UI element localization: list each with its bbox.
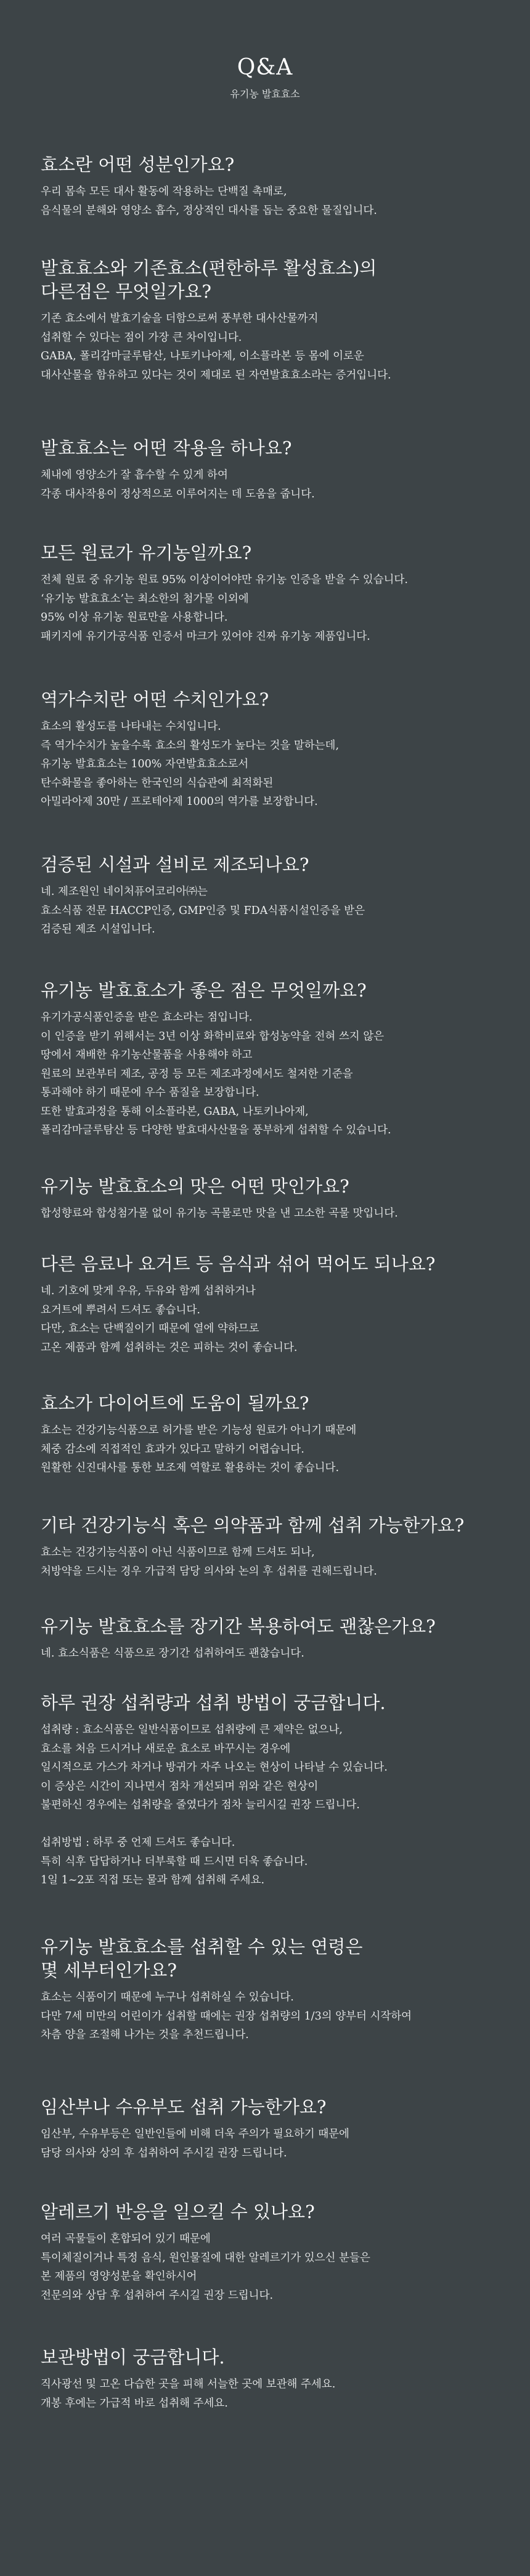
faq-answer: 효소는 건강기능식품이 아닌 식품이므로 함께 드셔도 되나, 처방약을 드시는 경우 가급적 담당 의사와 논의 후 섭취를 권해드립니다. (41, 1546, 377, 1578)
faq-answer: 여러 곡물들이 혼합되어 있기 때문에 특이체질이거나 특정 음식, 원인물질에 대한 알레르기가 있으신 분들은 본 제품의 영양성분을 확인하시어 전문의와 상담 후 섭취하여 주시길 권장 드립니다. (41, 2233, 370, 2302)
faq-question: 유기농 발효효소가 좋은 점은 무엇일까요? (41, 980, 367, 1001)
page-title: Q&A (237, 55, 293, 80)
page-subtitle: 유기농 발효효소 (230, 88, 300, 100)
faq-item-12 (41, 1615, 509, 1663)
faq-item-8 (41, 1175, 509, 1223)
faq-answer: 효소는 건강기능식품으로 허가를 받은 기능성 원료가 아니기 때문에 체중 감소에 직접적인 효과가 있다고 말하기 어렵습니다. 원활한 신진대사를 통한 보조제 역할로 활용하는 것이 좋습니다. (41, 1424, 357, 1474)
faq-answer: 직사광선 및 고온 다습한 곳을 피해 서늘한 곳에 보관해 주세요. 개봉 후에는 가급적 바로 섭취해 주세요. (41, 2378, 336, 2410)
faq-item-9 (41, 1252, 509, 1357)
faq-question: 유기농 발효효소를 장기간 복용하여도 괜찮은가요? (41, 1616, 436, 1637)
faq-question: 발효효소와 기존효소(편한하루 활성효소)의 다른점은 무엇일가요? (41, 258, 377, 302)
faq-question: 효소란 어떤 성분인가요? (41, 154, 235, 175)
faq-item-4 (41, 541, 509, 646)
faq-answer: 합성향료와 합성첨가물 없이 유기농 곡물로만 맛을 낸 고소한 곡물 맛입니다. (41, 1207, 398, 1220)
faq-question: 효소가 다이어트에 도움이 될까요? (41, 1393, 309, 1414)
faq-answer: 네. 제조원인 네이처퓨어코리아㈜는 효소식품 전문 HACCP인증, GMP인증 및 FDA식품시설인증을 받은 검증된 제조 시설입니다. (41, 886, 365, 935)
faq-question: 하루 권장 섭취량과 섭취 방법이 궁금합니다. (41, 1692, 386, 1713)
faq-question: 보관방법이 궁금합니다. (41, 2347, 225, 2368)
faq-answer: 효소의 활성도를 나타내는 수치입니다. 즉 역가수치가 높을수록 효소의 활성도가 높다는 것을 말하는데, 유기농 발효효소는 100% 자연발효효소로서 탄수화물을 좋아하는 한국인의 식습관에 최적화된 아밀라아제 30만 / 프로테아제 1000의 역가를 보장합니다. (41, 720, 340, 808)
faq-item-6 (41, 853, 509, 939)
faq-answer: 네. 효소식품은 식품으로 장기간 섭취하여도 괜찮습니다. (41, 1647, 304, 1660)
faq-answer: 섭취량 : 효소식품은 일반식품이므로 섭취량에 큰 제약은 없으나, 효소를 처음 드시거나 새로운 효소로 바꾸시는 경우에 일시적으로 가스가 차거나 방귀가 자주 나오는 현상이 나타날 수 있습니다. 이 증상은 시간이 지나면서 점차 개선되며 위와 같은 현상이 불편하신 경우에는 섭취량을 줄였다가 점차 늘리시길 권장 드립니다. 섭취방법 : 하루 중 언제 드셔도 좋습니다. 특히 식후 답답하거나 더부룩할 때 드시면 더욱 좋습니다. 1일 1~2포 직접 또는 물과 함께 섭취해 주세요. (41, 1724, 388, 1886)
faq-question: 유기농 발효효소를 섭취할 수 있는 연령은 몇 세부터인가요? (41, 1936, 363, 1981)
faq-item-13 (41, 1691, 509, 1890)
faq-answer: 임산부, 수유부등은 일반인들에 비해 더욱 주의가 필요하기 때문에 담당 의사와 상의 후 섭취하여 주시길 권장 드립니다. (41, 2128, 349, 2159)
faq-item-16 (41, 2200, 509, 2305)
faq-item-10 (41, 1392, 509, 1478)
faq-question: 발효효소는 어떤 작용을 하나요? (41, 438, 292, 459)
faq-answer: 체내에 영양소가 잘 흡수할 수 있게 하여 각종 대사작용이 정상적으로 이루어지는 데 도움을 줍니다. (41, 469, 315, 500)
faq-item-1 (41, 153, 509, 220)
faq-answer: 전체 원료 중 유기농 원료 95% 이상이어야만 유기농 인증을 받을 수 있습니다. ‘유기농 발효효소’는 최소한의 첨가물 이외에 95% 이상 유기농 원료만을 사용합니다. 패키지에 유기가공식품 인증서 마크가 있어야 진짜 유기농 제품입니다. (41, 574, 408, 643)
faq-item-14 (41, 1935, 509, 2045)
page-header (0, 0, 530, 101)
faq-question: 유기농 발효효소의 맛은 어떤 맛인가요? (41, 1176, 349, 1197)
faq-answer: 기존 효소에서 발효기술을 더함으로써 풍부한 대사산물까지 섭취할 수 있다는 점이 가장 큰 차이입니다. GABA, 폴리감마글루탐산, 나토키나아제, 이소플라본 등 몸에 이로운 대사산물을 함유하고 있다는 것이 제대로 된 자연발효효소라는 증거입니다. (41, 312, 391, 381)
faq-question: 알레르기 반응을 일으킬 수 있나요? (41, 2201, 315, 2222)
faq-item-7 (41, 979, 509, 1140)
faq-question: 역가수치란 어떤 수치인가요? (41, 689, 269, 710)
faq-question: 검증된 시설과 설비로 제조되나요? (41, 854, 309, 875)
faq-answer: 효소는 식품이기 때문에 누구나 섭취하실 수 있습니다. 다만 7세 미만의 어린이가 섭취할 때에는 권장 섭취량의 1/3의 양부터 시작하여 차츰 양을 조절해 나가는 것을 추천드립니다. (41, 1991, 412, 2041)
faq-item-17 (41, 2346, 509, 2413)
faq-answer: 네. 기호에 맞게 우유, 두유와 함께 섭취하거나 요거트에 뿌려서 드셔도 좋습니다. 다만, 효소는 단백질이기 때문에 열에 약하므로 고온 제품과 함께 섭취하는 것은 피하는 것이 좋습니다. (41, 1285, 298, 1354)
faq-item-15 (41, 2095, 509, 2162)
faq-answer: 우리 몸속 모든 대사 활동에 작용하는 단백질 촉매로, 음식물의 분해와 영양소 흡수, 정상적인 대사를 돕는 중요한 물질입니다. (41, 185, 377, 217)
faq-item-5 (41, 688, 509, 812)
faq-item-11 (41, 1514, 509, 1581)
faq-question: 모든 원료가 유기농일까요? (41, 542, 252, 563)
faq-item-2 (41, 256, 509, 385)
faq-question: 임산부나 수유부도 섭취 가능한가요? (41, 2097, 327, 2117)
faq-item-3 (41, 436, 509, 503)
faq-answer: 유기가공식품인증을 받은 효소라는 점입니다. 이 인증을 받기 위해서는 3년 이상 화학비료와 합성농약을 전혀 쓰지 않은 땅에서 재배한 유기농산물품을 사용해야 하고 원료의 보관부터 제조, 공정 등 모든 제조과정에서도 철저한 기준을 통과해야 하기 때문에 우수 품질을 보장합니다. 또한 발효과정을 통해 이소플라본, GABA, 나토키나아제, 폴리감마글루탐산 등 다양한 발효대사산물을 풍부하게 섭취할 수 있습니다. (41, 1011, 391, 1136)
faq-question: 다른 음료나 요거트 등 음식과 섞어 먹어도 되나요? (41, 1253, 436, 1274)
faq-question: 기타 건강기능식 혹은 의약품과 함께 섭취 가능한가요? (41, 1515, 465, 1536)
